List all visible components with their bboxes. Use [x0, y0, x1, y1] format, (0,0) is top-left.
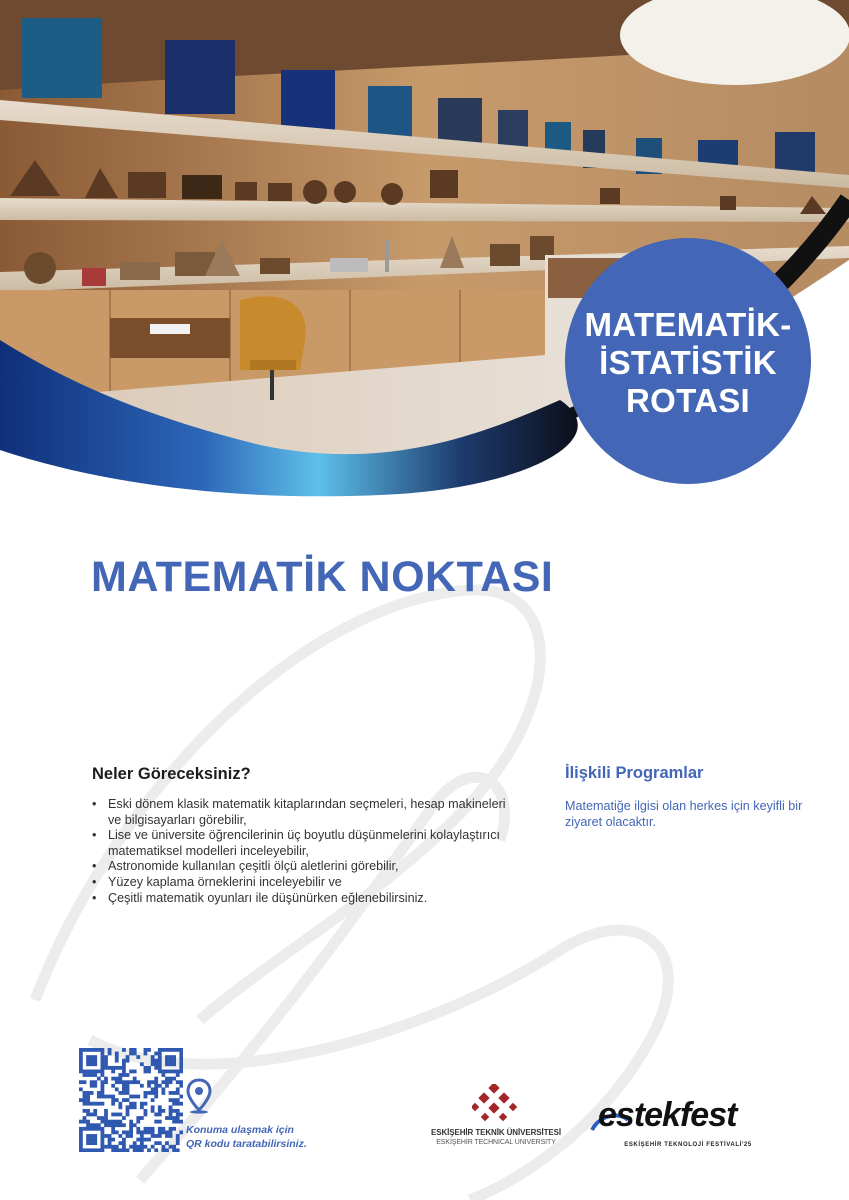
- features-heading: Neler Göreceksiniz?: [92, 765, 251, 783]
- university-name-tr: ESKİŞEHİR TEKNİK ÜNİVERSİTESİ: [430, 1128, 561, 1137]
- related-programs-heading: İlişkili Programlar: [565, 764, 704, 782]
- university-name-en: ESKİŞEHİR TECHNICAL UNIVERSITY: [436, 1139, 556, 1146]
- list-item: • Astronomide kullanılan çeşitli ölçü aletlerini görebilir,: [92, 859, 512, 875]
- qr-caption-line-1: Konuma ulaşmak için: [186, 1124, 294, 1136]
- route-badge: [565, 238, 811, 484]
- features-list: [92, 797, 512, 906]
- qr-caption-line-2: QR kodu taratabilirsiniz.: [186, 1137, 307, 1150]
- related-programs-text: Matematiğe ilgisi olan herkes için keyifli bir ziyaret olacaktır.: [565, 799, 803, 829]
- page-title: MATEMATİK NOKTASI: [91, 553, 554, 601]
- list-item: • Eski dönem klasik matematik kitaplarından seçmeleri, hesap makineleri ve bilgisayarları görebilir,: [92, 797, 512, 828]
- festival-logo-text: estekfest: [598, 1096, 737, 1134]
- list-item: • Yüzey kaplama örneklerini inceleyebilir ve: [92, 875, 512, 891]
- festival-tagline: ESKİŞEHİR TEKNOLOJİ FESTİVALİ'25: [624, 1142, 752, 1148]
- qr-caption: [186, 1124, 307, 1151]
- route-badge-line-1: MATEMATİK-: [584, 306, 792, 343]
- list-item: • Çeşitli matematik oyunları ile düşünürken eğlenebilirsiniz.: [92, 891, 512, 907]
- qr-code[interactable]: [79, 1048, 183, 1152]
- university-logo-icon: [472, 1084, 518, 1124]
- list-item: • Lise ve üniversite öğrencilerinin üç boyutlu düşünmelerini kolaylaştırıcı matematiksel modelleri inceleyebilir,: [92, 828, 512, 859]
- festival-logo: [590, 1096, 785, 1142]
- route-badge-line-2: İSTATİSTİK: [599, 344, 777, 381]
- location-pin-icon: [186, 1078, 212, 1114]
- route-badge-line-3: ROTASI: [625, 382, 751, 419]
